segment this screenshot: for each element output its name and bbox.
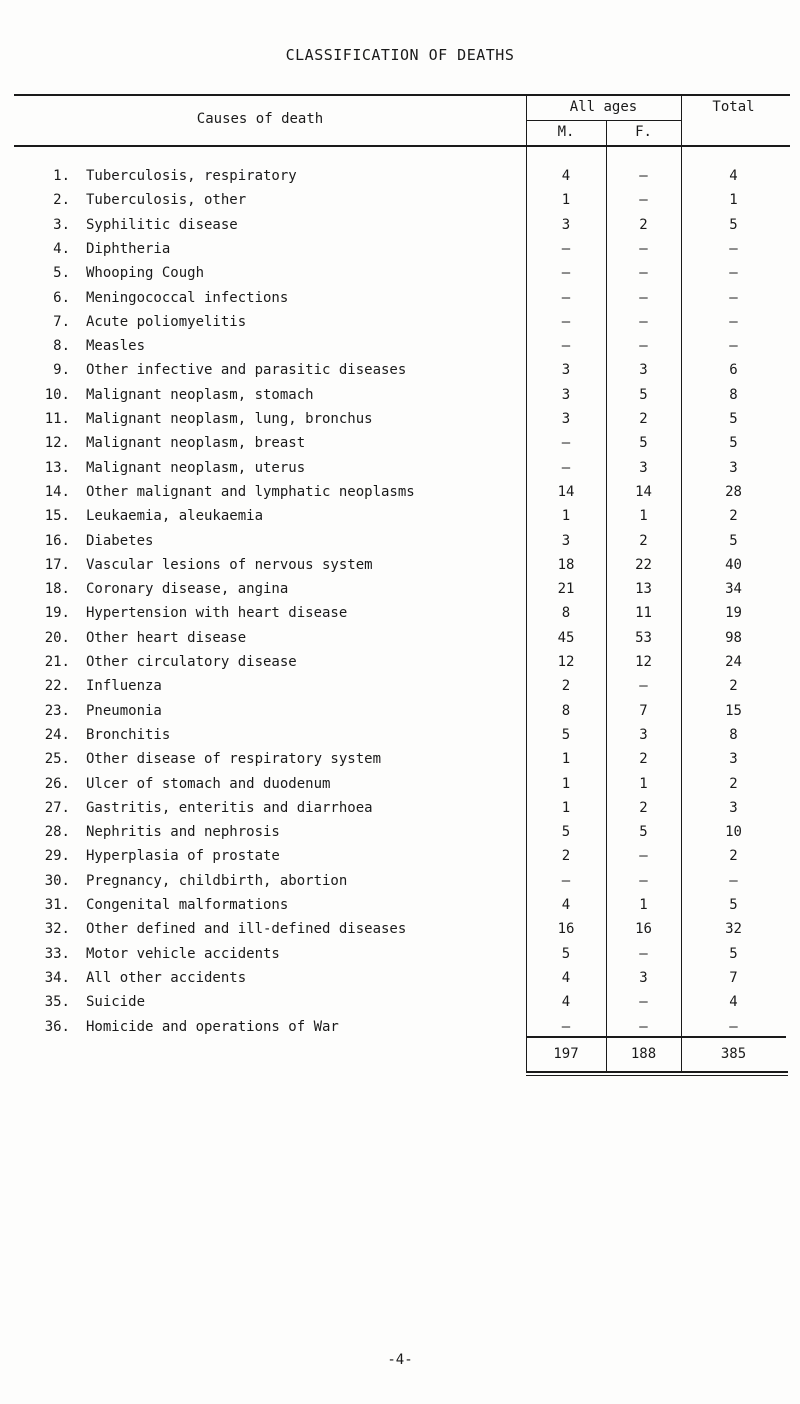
total-count: 7 (729, 969, 738, 986)
cause-of-death: Hyperplasia of prostate (86, 848, 280, 865)
total-count: 6 (729, 362, 738, 379)
table-row (0, 824, 800, 848)
cause-of-death: Gastritis, enteritis and diarrhoea (86, 799, 373, 816)
table-row (0, 921, 800, 945)
cause-of-death: Vascular lesions of nervous system (86, 556, 373, 573)
male-count: 12 (557, 654, 575, 670)
header-female: F. (635, 124, 652, 140)
female-count: – (639, 872, 648, 889)
female-count: – (639, 994, 648, 1011)
row-number: 24. (44, 726, 70, 743)
row-number: 3. (53, 216, 70, 233)
cause-of-death: Syphilitic disease (86, 216, 238, 233)
row-number: 9. (53, 362, 70, 379)
header-male: M. (557, 124, 575, 140)
female-count: 3 (639, 459, 648, 476)
male-count: 1 (561, 775, 571, 792)
cause-of-death: Homicide and operations of War (86, 1018, 339, 1035)
female-count: – (639, 945, 648, 962)
total-count: 5 (729, 945, 738, 962)
total-count: 1 (729, 192, 738, 209)
female-count: 1 (639, 775, 648, 792)
cause-of-death: Nephritis and nephrosis (86, 824, 280, 841)
total-female: 188 (630, 1046, 657, 1062)
male-count: 45 (557, 629, 575, 646)
table-row (0, 508, 800, 532)
table-row (0, 678, 800, 702)
male-count: 2 (561, 848, 571, 865)
row-number: 1. (53, 168, 70, 184)
total-count: – (729, 313, 738, 330)
row-number: 26. (44, 775, 70, 792)
male-count: – (561, 240, 571, 257)
female-count: 5 (639, 386, 648, 403)
cause-of-death: Diphtheria (86, 240, 171, 257)
female-count: 14 (635, 483, 652, 500)
male-count: 1 (561, 508, 571, 525)
female-count: 16 (635, 921, 652, 938)
female-count: 3 (639, 362, 648, 379)
total-count: 3 (729, 751, 738, 768)
cause-of-death: Other heart disease (86, 629, 247, 646)
total-count: – (729, 289, 738, 306)
header-total: Total (712, 99, 755, 115)
cause-of-death: Tuberculosis, other (86, 192, 247, 209)
row-number: 28. (44, 824, 70, 841)
row-number: 33. (44, 945, 70, 962)
male-count: 16 (557, 921, 575, 938)
female-count: 1 (639, 897, 648, 913)
cause-of-death: Leukaemia, aleukaemia (86, 508, 264, 525)
cause-of-death: Other infective and parasitic diseases (86, 362, 407, 379)
total-count: 2 (729, 848, 738, 865)
total-count: 98 (725, 629, 742, 646)
female-count: – (639, 678, 648, 695)
table-row (0, 848, 800, 872)
total-count: 15 (725, 702, 742, 719)
total-male: 197 (553, 1046, 579, 1062)
female-count: – (639, 289, 648, 306)
table-row (0, 703, 800, 727)
row-number: 22. (44, 678, 70, 695)
cause-of-death: Malignant neoplasm, lung, bronchus (86, 411, 373, 427)
male-count: 5 (561, 726, 571, 743)
female-count: – (639, 192, 648, 209)
cause-of-death: Suicide (86, 994, 146, 1011)
cause-of-death: Pneumonia (86, 702, 162, 719)
cause-of-death: Influenza (86, 678, 162, 695)
total-count: 5 (729, 897, 738, 913)
female-count: 13 (635, 581, 652, 598)
row-number: 19. (44, 605, 70, 622)
cause-of-death: Pregnancy, childbirth, abortion (86, 872, 348, 889)
row-number: 34. (44, 969, 70, 986)
total-count: – (729, 338, 738, 355)
male-count: – (561, 265, 571, 282)
header-all-ages: All ages (569, 99, 638, 115)
male-count: – (561, 459, 571, 476)
cause-of-death: Measles (86, 338, 146, 355)
female-count: 1 (639, 508, 648, 525)
row-number: 18. (44, 581, 70, 598)
cause-of-death: Diabetes (86, 532, 154, 549)
male-count: 3 (561, 362, 571, 379)
female-count: 3 (639, 969, 648, 986)
row-number: 35. (44, 994, 70, 1011)
total-count: 2 (729, 678, 738, 695)
cause-of-death: Malignant neoplasm, uterus (86, 459, 306, 476)
male-count: 4 (561, 969, 571, 986)
totals-bottom-rule-2 (526, 1075, 788, 1076)
female-count: – (639, 240, 648, 257)
cause-of-death: Other defined and ill-defined diseases (86, 921, 407, 938)
table-row (0, 484, 800, 508)
table-row (0, 460, 800, 484)
row-number: 8. (53, 338, 70, 355)
cause-of-death: Congenital malformations (86, 897, 289, 913)
table-row (0, 873, 800, 897)
row-number: 31. (44, 897, 70, 913)
table-row (0, 605, 800, 629)
female-count: 5 (639, 435, 648, 452)
male-count: 4 (561, 168, 571, 184)
table-row (0, 168, 800, 192)
male-count: 5 (561, 945, 571, 962)
female-count: 2 (639, 532, 648, 549)
table-row (0, 241, 800, 265)
table-row (0, 387, 800, 411)
male-count: – (561, 338, 571, 355)
table-row (0, 630, 800, 654)
female-count: 12 (635, 654, 652, 670)
total-count: 4 (729, 994, 738, 1011)
male-count: 1 (561, 799, 571, 816)
total-count: 2 (729, 508, 738, 525)
total-count: 5 (729, 532, 738, 549)
cause-of-death: Malignant neoplasm, stomach (86, 386, 314, 403)
row-number: 4. (53, 240, 70, 257)
total-count: 5 (729, 411, 738, 427)
male-count: – (561, 872, 571, 889)
female-count: – (639, 848, 648, 865)
male-count: 3 (561, 532, 571, 549)
cause-of-death: Malignant neoplasm, breast (86, 435, 306, 452)
table-row (0, 946, 800, 970)
page-number: -4- (387, 1352, 413, 1368)
total-count: 8 (729, 726, 738, 743)
table-row (0, 654, 800, 678)
row-number: 12. (44, 435, 70, 452)
table-row (0, 1019, 800, 1043)
total-count: 8 (729, 386, 738, 403)
cause-of-death: Other malignant and lymphatic neoplasms (86, 483, 415, 500)
female-count: 22 (635, 556, 652, 573)
total-count: 5 (729, 435, 738, 452)
female-count: – (639, 1018, 648, 1035)
table-row (0, 533, 800, 557)
male-count: 3 (561, 216, 571, 233)
row-number: 10. (44, 386, 70, 403)
male-count: 3 (561, 386, 571, 403)
totals-bottom-rule (526, 1071, 788, 1073)
male-count: 4 (561, 897, 571, 913)
row-number: 36. (44, 1018, 70, 1035)
total-count: – (729, 1018, 738, 1035)
male-count: – (561, 289, 571, 306)
female-count: – (639, 265, 648, 282)
total-count: 40 (725, 556, 742, 573)
header-bottom-rule (14, 145, 790, 147)
table-row (0, 362, 800, 386)
male-count: – (561, 435, 571, 452)
total-count: 32 (725, 921, 742, 938)
female-count: – (639, 338, 648, 355)
total-count: – (729, 872, 738, 889)
male-count: 14 (557, 483, 575, 500)
header-all-ages-rule (526, 120, 681, 121)
row-number: 27. (44, 799, 70, 816)
grand-total: 385 (720, 1046, 747, 1062)
female-count: 2 (639, 411, 648, 427)
table-row (0, 217, 800, 241)
total-count: 3 (729, 799, 738, 816)
male-count: 1 (561, 751, 571, 768)
male-count: 5 (561, 824, 571, 841)
female-count: 11 (635, 605, 652, 622)
table-row (0, 192, 800, 216)
male-count: 3 (561, 411, 571, 427)
total-count: 28 (725, 483, 742, 500)
row-number: 14. (44, 483, 70, 500)
total-count: 2 (729, 775, 738, 792)
cause-of-death: Ulcer of stomach and duodenum (86, 775, 331, 792)
row-number: 11. (44, 411, 70, 427)
cause-of-death: Other circulatory disease (86, 654, 297, 670)
row-number: 32. (44, 921, 70, 938)
total-count: 19 (725, 605, 742, 622)
male-count: – (561, 1018, 571, 1035)
total-count: – (729, 240, 738, 257)
row-number: 17. (44, 556, 70, 573)
row-number: 2. (53, 192, 70, 209)
total-count: 4 (729, 168, 738, 184)
table-row (0, 265, 800, 289)
female-count: 2 (639, 751, 648, 768)
table-row (0, 897, 800, 921)
cause-of-death: Tuberculosis, respiratory (86, 168, 297, 184)
total-count: – (729, 265, 738, 282)
total-count: 3 (729, 459, 738, 476)
totals-top-rule (526, 1036, 786, 1038)
row-number: 25. (44, 751, 70, 768)
cause-of-death: Motor vehicle accidents (86, 945, 280, 962)
cause-of-death: Bronchitis (86, 726, 171, 743)
cause-of-death: Acute poliomyelitis (86, 313, 247, 330)
female-count: – (639, 313, 648, 330)
male-count: 8 (561, 702, 571, 719)
row-number: 30. (44, 872, 70, 889)
female-count: 53 (635, 629, 652, 646)
header-causes: Causes of death (196, 111, 324, 127)
table-row (0, 581, 800, 605)
female-count: 2 (639, 799, 648, 816)
table-row (0, 314, 800, 338)
male-count: 1 (561, 192, 571, 209)
male-count: – (561, 313, 571, 330)
table-row (0, 290, 800, 314)
row-number: 7. (53, 313, 70, 330)
page-title: CLASSIFICATION OF DEATHS (285, 46, 515, 64)
table-row (0, 557, 800, 581)
table-row (0, 970, 800, 994)
row-number: 13. (44, 459, 70, 476)
row-number: 20. (44, 629, 70, 646)
row-number: 21. (44, 654, 70, 670)
total-count: 5 (729, 216, 738, 233)
table-row (0, 800, 800, 824)
table-row (0, 751, 800, 775)
female-count: 3 (639, 726, 648, 743)
table-row (0, 435, 800, 459)
male-count: 8 (561, 605, 571, 622)
total-count: 34 (725, 581, 742, 598)
cause-of-death: Meningococcal infections (86, 289, 289, 306)
cause-of-death: Coronary disease, angina (86, 581, 289, 598)
total-count: 10 (725, 824, 742, 841)
female-count: 5 (639, 824, 648, 841)
row-number: 16. (44, 532, 70, 549)
row-number: 15. (44, 508, 70, 525)
male-count: 4 (561, 994, 571, 1011)
table-top-rule (14, 94, 790, 96)
cause-of-death: Hypertension with heart disease (86, 605, 348, 622)
cause-of-death: All other accidents (86, 969, 247, 986)
total-count: 24 (725, 654, 742, 670)
table-row (0, 338, 800, 362)
row-number: 29. (44, 848, 70, 865)
row-number: 23. (44, 702, 70, 719)
table-row (0, 727, 800, 751)
female-count: – (639, 168, 648, 184)
male-count: 18 (557, 556, 575, 573)
male-count: 2 (561, 678, 571, 695)
female-count: 2 (639, 216, 648, 233)
table-row (0, 994, 800, 1018)
female-count: 7 (639, 702, 648, 719)
cause-of-death: Whooping Cough (86, 265, 205, 282)
male-count: 21 (557, 581, 575, 598)
row-number: 6. (53, 289, 70, 306)
row-number: 5. (53, 265, 70, 282)
table-row (0, 411, 800, 435)
cause-of-death: Other disease of respiratory system (86, 751, 382, 768)
table-row (0, 776, 800, 800)
